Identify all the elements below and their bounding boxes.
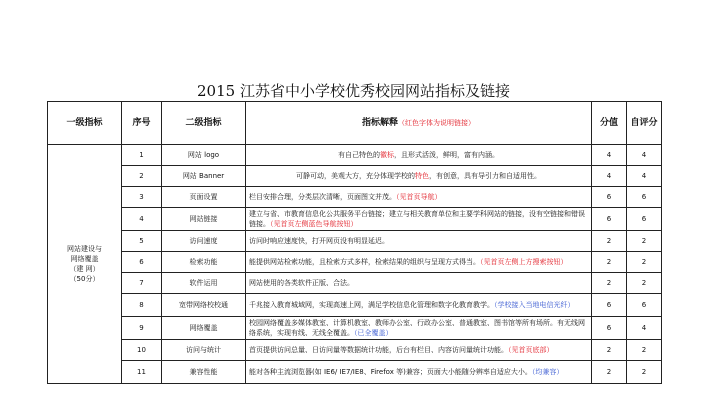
seq-cell: 11 <box>122 361 162 384</box>
self-score-cell: 6 <box>627 294 662 317</box>
explain-link[interactable]: 徽标 <box>380 151 394 159</box>
seq-cell: 4 <box>122 208 162 231</box>
category-line: 网络覆盖 <box>70 255 99 263</box>
explain-cell <box>246 273 592 294</box>
explain-cell <box>246 231 592 252</box>
score-cell: 2 <box>592 361 627 384</box>
header-explain-note: （红色字体为说明链接） <box>398 119 475 127</box>
seq-cell: 7 <box>122 273 162 294</box>
explain-link[interactable]: （见首页导航） <box>396 193 442 201</box>
explain-cell <box>246 340 592 361</box>
score-cell: 2 <box>592 340 627 361</box>
table-row <box>48 208 662 231</box>
self-score-cell: 2 <box>627 273 662 294</box>
explain-text: ，且形式活泼，鲜明，富有内涵。 <box>394 151 499 159</box>
category-line: （50分） <box>69 275 100 283</box>
self-score-cell: 2 <box>627 340 662 361</box>
score-cell: 4 <box>592 166 627 187</box>
explain-text: 能提供网站检索功能，且检索方式多样，检索结果的组织与呈现方式得当。 <box>249 258 480 266</box>
category-line: 网站建设与 <box>67 245 102 253</box>
level2-cell: 访问速度 <box>162 231 246 252</box>
self-score-cell: 6 <box>627 187 662 208</box>
explain-link[interactable]: （见首页底部） <box>508 346 554 354</box>
seq-cell: 10 <box>122 340 162 361</box>
self-score-cell: 6 <box>627 208 662 231</box>
level2-cell: 检索功能 <box>162 252 246 273</box>
explain-link[interactable]: （见首页左侧蓝色导航按钮） <box>270 220 358 228</box>
category-cell <box>48 145 122 384</box>
header-level2: 二级指标 <box>162 102 246 145</box>
header-explain-label: 指标解释 <box>361 118 398 128</box>
level2-cell: 兼容性能 <box>162 361 246 384</box>
self-score-cell: 2 <box>627 361 662 384</box>
table-row <box>48 187 662 208</box>
explain-cell <box>246 208 592 231</box>
level2-cell: 页面设置 <box>162 187 246 208</box>
indicator-table <box>47 101 662 384</box>
seq-cell: 9 <box>122 317 162 340</box>
explain-text: 栏目安排合理，分类层次清晰，页面图文并茂。 <box>249 193 396 201</box>
explain-text: 访问时响应速度快，打开网页没有明显延迟。 <box>249 237 389 245</box>
table-row <box>48 273 662 294</box>
seq-cell: 6 <box>122 252 162 273</box>
score-cell: 2 <box>592 252 627 273</box>
explain-text: ，有创意，具有导引力和自适用性。 <box>429 172 541 180</box>
seq-cell: 5 <box>122 231 162 252</box>
level2-cell: 网络覆盖 <box>162 317 246 340</box>
seq-cell: 8 <box>122 294 162 317</box>
explain-text: 校园网络覆盖多媒体教室、计算机教室、教师办公室、行政办公室、普通教室、图书馆等所有场所。有无线网络系统，实现有线、无线全覆盖。 <box>249 319 585 337</box>
table-row <box>48 294 662 317</box>
self-score-cell: 2 <box>627 231 662 252</box>
header-explain <box>246 102 592 145</box>
header-level1: 一级指标 <box>48 102 122 145</box>
table-row <box>48 340 662 361</box>
self-score-cell: 2 <box>627 252 662 273</box>
self-score-cell: 4 <box>627 166 662 187</box>
explain-cell <box>246 294 592 317</box>
table-row <box>48 361 662 384</box>
level2-cell: 网站链接 <box>162 208 246 231</box>
explain-text: 建立与省、市教育信息化公共服务平台链接；建立与相关教育单位和主要学科网站的链接，没有空链接和错误链接。 <box>249 210 585 228</box>
header-row <box>48 102 662 145</box>
score-cell: 6 <box>592 294 627 317</box>
explain-text: 可静可动，美观大方，充分体现学校的 <box>296 172 415 180</box>
explain-status: （已全覆盖） <box>354 329 393 337</box>
explain-text: 能对各种主流浏览器(如 IE6/ IE7/IE8、Firefox 等)兼容；页面大小能随分辨率自适应大小。 <box>249 368 532 376</box>
score-cell: 2 <box>592 231 627 252</box>
self-score-cell: 4 <box>627 317 662 340</box>
level2-cell: 网站 Banner <box>162 166 246 187</box>
explain-cell <box>246 317 592 340</box>
seq-cell: 3 <box>122 187 162 208</box>
score-cell: 4 <box>592 145 627 166</box>
explain-status: （均兼容） <box>531 368 564 376</box>
explain-text: 网站使用的各类软件正版、合法。 <box>249 279 354 287</box>
score-cell: 2 <box>592 273 627 294</box>
table-row <box>48 166 662 187</box>
seq-cell: 2 <box>122 166 162 187</box>
explain-text: 有自己特色的 <box>338 151 380 159</box>
explain-cell <box>246 187 592 208</box>
level2-cell: 网站 logo <box>162 145 246 166</box>
explain-cell <box>246 145 592 166</box>
category-line: （建 网） <box>69 265 100 273</box>
explain-text: 千兆接入教育城域网，实现高速上网，满足学校信息化管理和数字化教育教学。 <box>249 301 494 309</box>
explain-cell <box>246 166 592 187</box>
table-row <box>48 317 662 340</box>
self-score-cell: 4 <box>627 145 662 166</box>
header-seq: 序号 <box>122 102 162 145</box>
document-title: 2015 江苏省中小学校优秀校园网站指标及链接 <box>197 82 510 100</box>
table-row <box>48 145 662 166</box>
header-self-score: 自评分 <box>627 102 662 145</box>
explain-link[interactable]: （见首页左侧上方搜索按钮） <box>480 258 568 266</box>
explain-cell <box>246 361 592 384</box>
level2-cell: 访问与统计 <box>162 340 246 361</box>
score-cell: 6 <box>592 208 627 231</box>
level2-cell: 宽带网络校校通 <box>162 294 246 317</box>
table-row <box>48 252 662 273</box>
level2-cell: 软件运用 <box>162 273 246 294</box>
seq-cell: 1 <box>122 145 162 166</box>
explain-status: （学校接入当地电信光纤） <box>494 301 575 309</box>
score-cell: 6 <box>592 317 627 340</box>
explain-text: 首页提供访问总量、日访问量等数据统计功能，后台有栏目、内容访问量统计功能。 <box>249 346 508 354</box>
score-cell: 6 <box>592 187 627 208</box>
header-score: 分值 <box>592 102 627 145</box>
table-row <box>48 231 662 252</box>
explain-link[interactable]: 特色 <box>415 172 429 180</box>
explain-cell <box>246 252 592 273</box>
